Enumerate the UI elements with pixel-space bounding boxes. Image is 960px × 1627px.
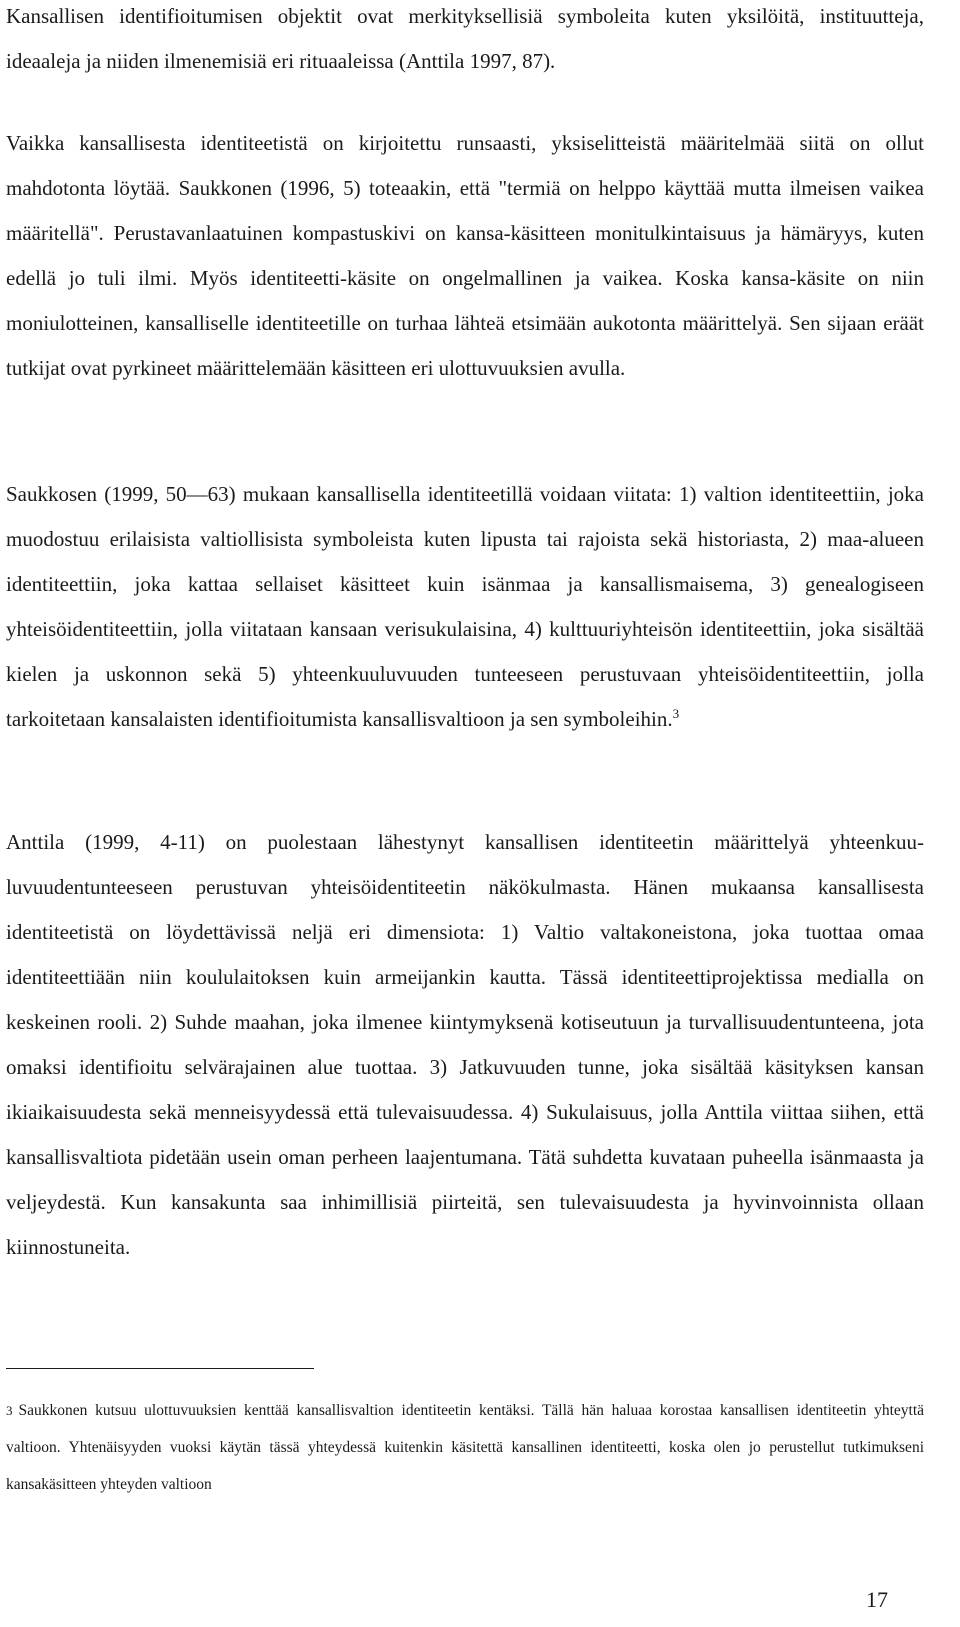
page-number: 17 xyxy=(866,1587,888,1612)
body-paragraph-2: Vaikka kansallisesta identiteetistä on kirjoitettu runsaasti, yksiselitteistä määritelmää siitä on ollut mahdotonta löytää. Saukkonen (1996, 5) toteaakin, että "termiä on helppo käyttää mutta ilmeisen vaikea määritellä". Perustavanlaatuinen kompastuskivi on kansa-käsitteen monitulkintaisuus ja hämäryys, kuten edellä jo tuli ilmi. Myös identiteetti-käsite on ongelmallinen ja vaikea. Koska kansa-käsite on niin moniulotteinen, kansalliselle identiteetille on turhaa lähteä etsimään aukotonta määrittelyä. Sen sijaan eräät tutkijat ovat pyrkineet määrittelemään käsitteen eri ulottuvuuksien avulla. xyxy=(6,131,924,380)
body-paragraph-3-text: Saukkosen (1999, 50—63) mukaan kansallisella identiteetillä voidaan viitata: 1) valtion identiteettiin, joka muodostuu erilaisista valtiollisista symboleista kuten lipusta tai rajoista sekä historiasta, 2) maa-alueen identiteettiin, joka kattaa sellaiset käsitteet kuin isänmaa ja kansallismaisema, 3) genealogiseen yhteisöidentiteettiin, jolla viitataan kansaan verisukulaisina, 4) kulttuuriyhteisön identiteettiin, joka sisältää kielen ja uskonnon sekä 5) yhteenkuuluvuuden tunteeseen perustuvaan yhteisöidentiteettiin, jolla tarkoitetaan kansalaisten identifioitumista kansallisvaltioon ja sen symboleihin. xyxy=(6,482,924,731)
body-paragraph-1: Kansallisen identifioitumisen objektit ovat merkityksellisiä symboleita kuten yksilöitä, instituutteja, ideaaleja ja niiden ilmenemisiä eri rituaaleissa (Anttila 1997, 87). xyxy=(6,4,924,73)
footnote xyxy=(6,1392,924,1503)
footnote-marker: 3 xyxy=(6,1403,13,1418)
body-paragraph-3 xyxy=(6,472,924,742)
document-page xyxy=(6,0,924,1627)
footnote-separator xyxy=(6,1368,314,1369)
footnote-reference: 3 xyxy=(672,706,680,721)
body-paragraph-4: Anttila (1999, 4-11) on puolestaan lähestynyt kansallisen identiteetin määrittelyä yhteenkuuluvuudentunteeseen perustuvan yhteisöidentiteetin näkökulmasta. Hänen mukaansa kansallisesta identiteetistä on löydettävissä neljä eri dimensiota: 1) Valtio valtakoneistona, joka tuottaa omaa identiteettiään niin koululaitoksen kuin armeijankin kautta. Tässä identiteettiprojektissa medialla on keskeinen rooli. 2) Suhde maahan, joka ilmenee kiintymyksenä kotiseutuun ja turvallisuudentunteena, jota omaksi identifioitu selvärajainen alue tuottaa. 3) Jatkuvuuden tunne, joka sisältää käsityksen kansan ikiaikaisuudesta sekä menneisyydessä että tulevaisuudessa. 4) Sukulaisuus, jolla Anttila viittaa siihen, että kansallisvaltiota pidetään usein oman perheen laajentumana. Tätä suhdetta kuvataan puheella isänmaasta ja veljeydestä. Kun kansakunta saa inhimillisiä piirteitä, sen tulevaisuudesta ja hyvinvoinnista ollaan kiinnostuneita. xyxy=(6,830,924,1259)
footnote-text: Saukkonen kutsuu ulottuvuuksien kenttää kansallisvaltion identiteetin kentäksi. Tällä hän haluaa korostaa kansallisen identiteetin yhteyttä valtioon. Yhtenäisyyden vuoksi käytän tässä yhteydessä kuitenkin käsitettä kansallinen identiteetti, koska olen jo perustellut tutkimukseni kansakäsitteen yhteyden valtioon xyxy=(6,1402,924,1493)
